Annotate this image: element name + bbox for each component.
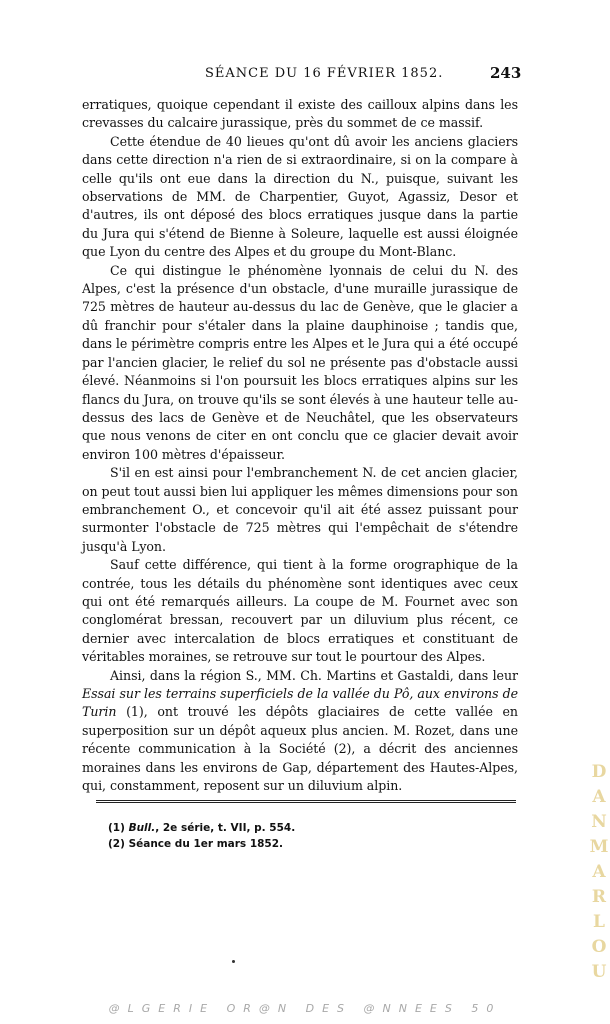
paragraph-5: Sauf cette différence, qui tient à la forme orographique de la contrée, tous les détails du phénomène sont identiques avec ceux qui ont été remarqués ailleurs. La coupe de M. Fournet avec son conglomérat bressan, recouvert par un diluvium plus récent, ce dernier avec intercalation de blocs erratiques et constituant de véritables moraines, se retrouve sur tout le pourtour des Alpes. <box>82 557 518 665</box>
page-header <box>0 66 610 86</box>
paragraph-4: S'il en est ainsi pour l'embranchement N. de cet ancien glacier, on peut tout aussi bien lui appliquer les mêmes dimensions pour son embranchement O., et concevoir qu'il ait été assez puissant pour surmonter l'obstacle de 725 mètres qui l'empêchait de s'étendre jusqu'à Lyon. <box>82 465 518 554</box>
paragraph-2: Cette étendue de 40 lieues qu'ont dû avoir les anciens glaciers dans cette direction n'a rien de si extraordinaire, si on la compare à celle qu'ils ont eue dans la direction du N., puisque, suivant les observations de MM. de Charpentier, Guyot, Agassiz, Desor et d'autres, ils ont déposé des blocs erratiques jusque dans la partie du Jura qui s'étend de Bienne à Soleure, laquelle est aussi éloignée que Lyon du centre des Alpes et du groupe du Mont-Blanc. <box>82 133 518 260</box>
footnote-mark: (1) <box>108 822 125 834</box>
paragraph-1: erratiques, quoique cependant il existe des cailloux alpins dans les crevasses du calcaire jurassique, près du sommet de ce massif. <box>82 97 518 131</box>
footnote-mark: (2) <box>108 838 125 850</box>
bottom-watermark: @LGERIE OR@N DES @NNEES 50 <box>108 1002 502 1015</box>
footnote-2 <box>108 836 295 852</box>
footnote-1 <box>108 820 295 836</box>
paragraph-3: Ce qui distingue le phénomène lyonnais de celui du N. des Alpes, c'est la présence d'un obstacle, d'une muraille jurassique de 725 mètres de hauteur au-dessus du lac de Genève, que le glacier a dû franchir pour s'étaler dans la plaine dauphinoise ; tandis que, dans le périmètre compris entre les Alpes et le Jura qui a été occupé par l'ancien glacier, le relief du sol ne présente pas d'obstacle aussi élevé. Néanmoins si l'on poursuit les blocs erratiques alpins sur les flancs du Jura, on trouve qu'ils se sont élevés à une hauteur telle au-dessus des lacs de Genève et de Neuchâtel, que les observateurs que nous venons de citer en ont conclu que ce glacier devait avoir environ 100 mètres d'épaisseur. <box>82 262 518 462</box>
body-text <box>82 96 518 795</box>
footnote-text: , 2e série, t. VII, p. 554. <box>155 822 296 834</box>
running-head: SÉANCE DU 16 FÉVRIER 1852. <box>205 66 444 81</box>
stray-dot <box>232 960 235 963</box>
footnote-rule <box>96 800 516 803</box>
paragraph-6-lead: Ainsi, dans la région S., MM. Ch. Martins et Gastaldi, dans leur <box>110 667 518 683</box>
page-number: 243 <box>490 64 522 82</box>
side-watermark: DANMARLOU <box>589 762 609 982</box>
paragraph-6-rest: (1), ont trouvé les dépôts glaciaires de cette vallée en superposition sur un dépôt aqueux plus ancien. M. Rozet, dans une récente communication à la Société (2), a décrit des anciennes moraines dans les environs de Gap, département des Hautes-Alpes, qui, constamment, reposent sur un diluvium alpin. <box>82 704 518 794</box>
footnote-source: Bull. <box>128 822 156 834</box>
footnote-text: Séance du 1er mars 1852. <box>128 838 284 850</box>
paragraph-6 <box>82 667 518 796</box>
essay-title: Essai sur les terrains superficiels de la vallée du Pô, aux environs de Turin <box>82 686 518 720</box>
footnotes <box>108 820 295 852</box>
